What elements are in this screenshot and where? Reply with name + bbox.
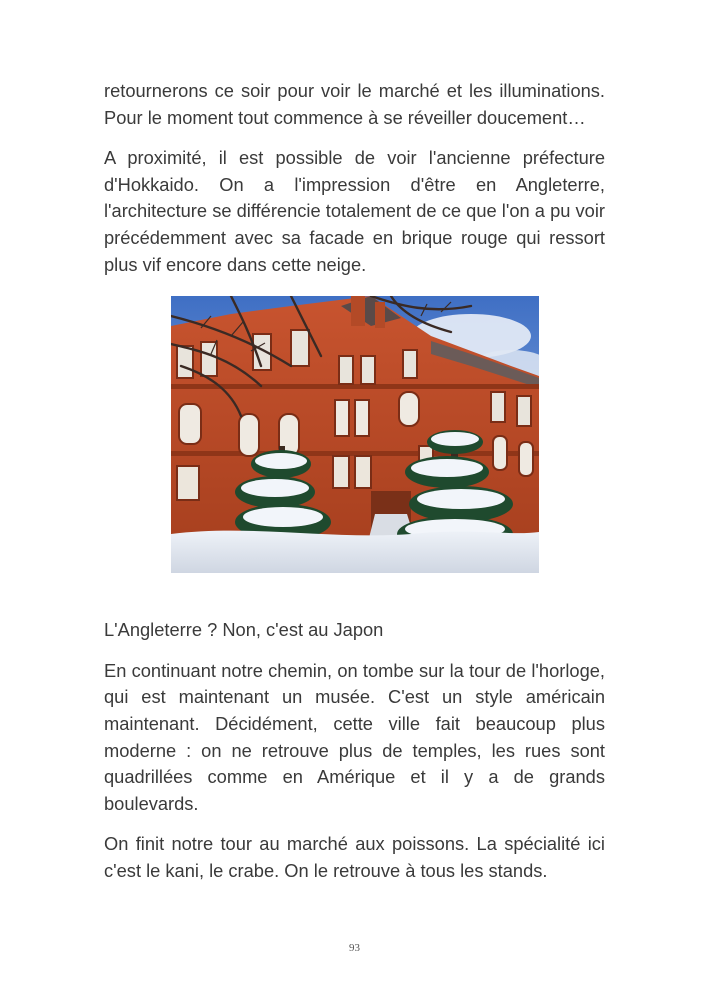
- photo-illustration: [171, 296, 539, 573]
- page-number: 93: [349, 942, 360, 954]
- photo-caption: L'Angleterre ? Non, c'est au Japon: [104, 619, 384, 641]
- paragraph-fish-market: On finit notre tour au marché aux poissons. La spécialité ici c'est le kani, le crabe. On le retrouve à tous les stands.: [104, 833, 605, 881]
- paragraph-market: retournerons ce soir pour voir le marché et les illuminations. Pour le moment tout commence à se réveiller doucement…: [104, 80, 605, 128]
- photo-prefecture: [171, 296, 539, 573]
- paragraph-prefecture: A proximité, il est possible de voir l'ancienne préfecture d'Hokkaido. On a l'impression d'être en Angleterre, l'architecture se différencie totalement de ce que l'on a pu voir précédemment avec sa facade en brique rouge qui ressort plus vif encore dans cette neige.: [104, 147, 605, 275]
- page-body: [104, 78, 605, 899]
- paragraph-clock-tower: En continuant notre chemin, on tombe sur la tour de l'horloge, qui est maintenant un musée. C'est un style américain maintenant. Décidément, cette ville fait beaucoup plus moderne : on ne retrouve plus de temples, les rues sont quadrillées comme en Amérique et il y a de grands boulevards.: [104, 659, 605, 814]
